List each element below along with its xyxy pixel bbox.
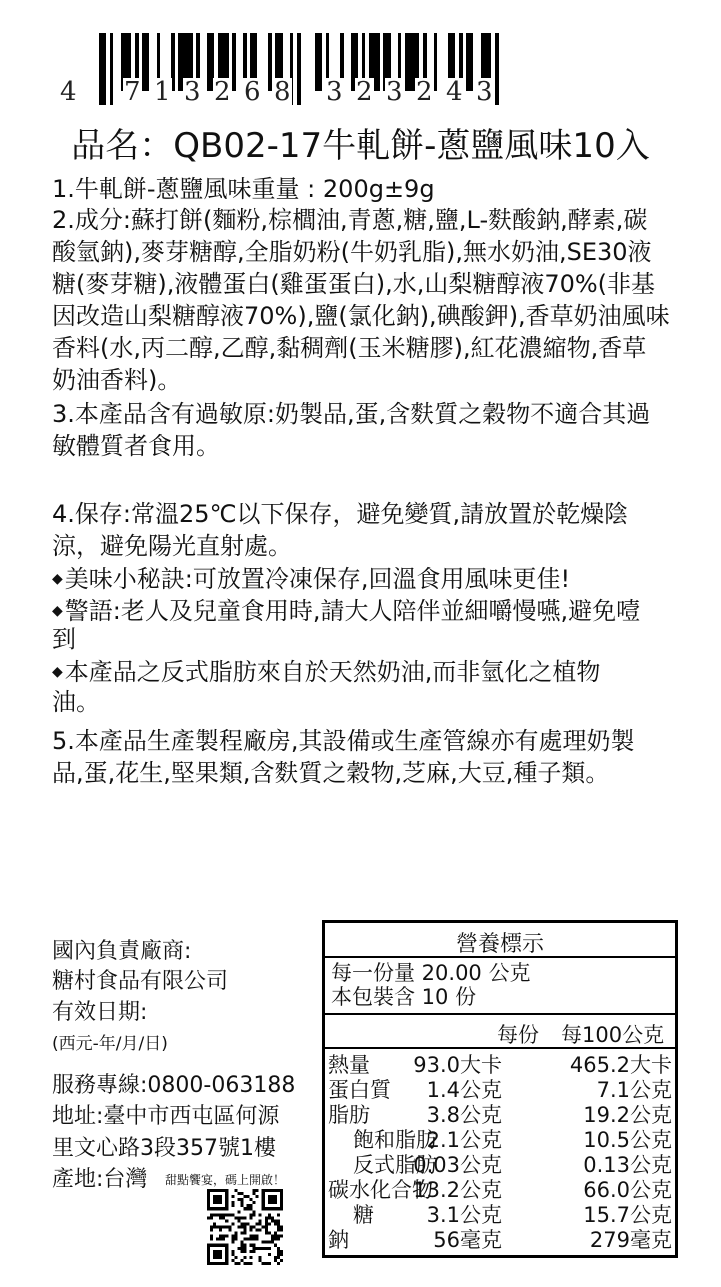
- origin: 產地:台灣: [52, 1167, 148, 1192]
- nutrient-per-serving: 2.1公克: [426, 1128, 502, 1152]
- nutrient-row: [325, 1203, 675, 1228]
- nutrient-name: 碳水化合物: [328, 1178, 433, 1202]
- address-line: 里文心路3段357號1樓: [52, 1136, 276, 1161]
- nutrient-name: 飽和脂肪: [353, 1128, 437, 1152]
- serving-size: 每一份量 20.00 公克: [331, 961, 531, 985]
- barcode-digit: 2: [214, 77, 231, 107]
- nutrient-row: [325, 1128, 675, 1153]
- ingredients-line: 酸氫鈉),麥芽糖醇,全脂奶粉(牛奶乳脂),無水奶油,SE30液: [52, 238, 652, 266]
- facility-line: 5.本產品生產製程廠房,其設備或生產管線亦有處理奶製: [52, 727, 635, 755]
- ingredients-line: 2.成分:蘇打餅(麵粉,棕櫚油,青蔥,糖,鹽,L-麩酸鈉,酵素,碳: [52, 206, 648, 234]
- manufacturer-label: 國內負責廠商:: [52, 939, 192, 964]
- nutrient-per-serving: 13.2公克: [413, 1178, 502, 1202]
- divider: [325, 1047, 675, 1049]
- allergen-line: 3.本產品含有過敏原:奶製品,蛋,含麩質之穀物不適合其過: [52, 400, 651, 428]
- nutrient-name: 熱量: [328, 1053, 370, 1077]
- barcode-digit: 4: [446, 77, 463, 107]
- product-title: 品名：QB02-17牛軋餅-蔥鹽風味10入: [71, 126, 650, 166]
- trans-fat-text: 本產品之反式脂肪來自於天然奶油,而非氫化之植物: [64, 658, 601, 686]
- barcode-digit: 2: [416, 77, 433, 107]
- nutrient-per-serving: 56毫克: [433, 1228, 502, 1252]
- tip-line: [52, 565, 692, 593]
- nutrient-row: [325, 1153, 675, 1178]
- nutrient-per-100g: 19.2公克: [583, 1103, 672, 1127]
- nutrient-per-serving: 1.4公克: [426, 1078, 502, 1102]
- ingredients-line: 因改造山梨糖醇液70%),鹽(氯化鈉),碘酸鉀),香草奶油風味: [52, 302, 670, 330]
- nutrient-per-100g: 7.1公克: [596, 1078, 672, 1102]
- tip-text: 美味小秘訣:可放置冷凍保存,回溫食用風味更佳!: [64, 565, 571, 593]
- nutrient-per-100g: 10.5公克: [583, 1128, 672, 1152]
- nutrition-title: 營養標示: [455, 932, 544, 957]
- service-hotline: 服務專線:0800-063188: [52, 1073, 296, 1098]
- qr-code-icon[interactable]: [207, 1189, 283, 1265]
- expiry-format: (西元-年/月/日): [52, 1034, 168, 1054]
- storage-line: 4.保存:常溫25℃以下保存，避免變質,請放置於乾燥陰: [52, 500, 629, 528]
- barcode-digit: 3: [184, 77, 201, 107]
- barcode-digit: 2: [356, 77, 373, 107]
- divider: [325, 1013, 675, 1015]
- storage-line: 涼，避免陽光直射處。: [52, 532, 292, 560]
- trans-fat-line: [52, 658, 692, 686]
- nutrient-row: [325, 1228, 675, 1253]
- facility-line: 品,蛋,花生,堅果類,含麩質之穀物,芝麻,大豆,種子類。: [52, 759, 610, 787]
- divider: [325, 956, 675, 958]
- nutrient-name: 脂肪: [328, 1103, 370, 1127]
- bullet-diamond-icon: ◆: [52, 603, 63, 619]
- warning-text: 警語:老人及兒童食用時,請大人陪伴並細嚼慢嚥,避免噎: [64, 597, 641, 625]
- nutrient-name: 反式脂肪: [353, 1153, 437, 1177]
- nutrient-per-100g: 465.2大卡: [569, 1053, 672, 1077]
- ingredients-line: 奶油香料)。: [52, 366, 182, 394]
- barcode-digit: 3: [476, 77, 493, 107]
- trans-fat-line: 油。: [52, 688, 100, 716]
- ingredients-line: 糖(麥芽糖),液體蛋白(雞蛋蛋白),水,山梨糖醇液70%(非基: [52, 270, 656, 298]
- barcode-digit: 3: [326, 77, 343, 107]
- expiry-label: 有效日期:: [52, 1000, 148, 1025]
- barcode-digit: 1: [154, 77, 171, 107]
- warning-line: [52, 597, 692, 625]
- nutrient-name: 鈉: [328, 1228, 349, 1252]
- bullet-diamond-icon: ◆: [52, 571, 63, 587]
- nutrient-name: 蛋白質: [328, 1078, 391, 1102]
- nutrient-per-serving: 0.03公克: [413, 1153, 502, 1177]
- nutrition-facts-table: [322, 920, 678, 1258]
- warning-line: 到: [52, 625, 76, 653]
- address-line: 地址:臺中市西屯區何源: [52, 1104, 280, 1129]
- nutrient-row: [325, 1103, 675, 1128]
- nutrient-per-serving: 3.8公克: [426, 1103, 502, 1127]
- barcode-digit: 6: [244, 77, 261, 107]
- servings-per-package: 本包裝含 10 份: [331, 985, 477, 1009]
- weight-line: 1.牛軋餅-蔥鹽風味重量 : 200g±9g: [52, 175, 435, 203]
- allergen-line: 敏體質者食用。: [52, 432, 220, 460]
- nutrient-per-100g: 0.13公克: [583, 1153, 672, 1177]
- nutrient-per-serving: 93.0大卡: [413, 1053, 502, 1077]
- nutrient-per-serving: 3.1公克: [426, 1203, 502, 1227]
- barcode-digits: [55, 78, 505, 108]
- ingredients-line: 香料(水,丙二醇,乙醇,黏稠劑(玉米糖膠),紅花濃縮物,香草: [52, 334, 647, 362]
- nutrient-per-100g: 279毫克: [589, 1228, 672, 1252]
- bullet-diamond-icon: ◆: [52, 664, 63, 680]
- barcode-digit: 3: [386, 77, 403, 107]
- barcode-digit: 4: [60, 77, 77, 107]
- barcode: [55, 33, 505, 105]
- barcode-digit: 7: [124, 77, 141, 107]
- qr-slogan: 甜點饗宴，碼上開啟！: [165, 1173, 286, 1187]
- nutrient-row: [325, 1178, 675, 1203]
- nutrient-row: [325, 1078, 675, 1103]
- col-header-per-100g: 每100公克: [561, 1023, 665, 1047]
- barcode-digit: 8: [274, 77, 291, 107]
- col-header-per-serving: 每份: [497, 1023, 539, 1047]
- manufacturer-name: 糖村食品有限公司: [52, 969, 229, 994]
- nutrient-name: 糖: [353, 1203, 374, 1227]
- nutrient-per-100g: 66.0公克: [583, 1178, 672, 1202]
- nutrient-row: [325, 1053, 675, 1078]
- nutrient-per-100g: 15.7公克: [583, 1203, 672, 1227]
